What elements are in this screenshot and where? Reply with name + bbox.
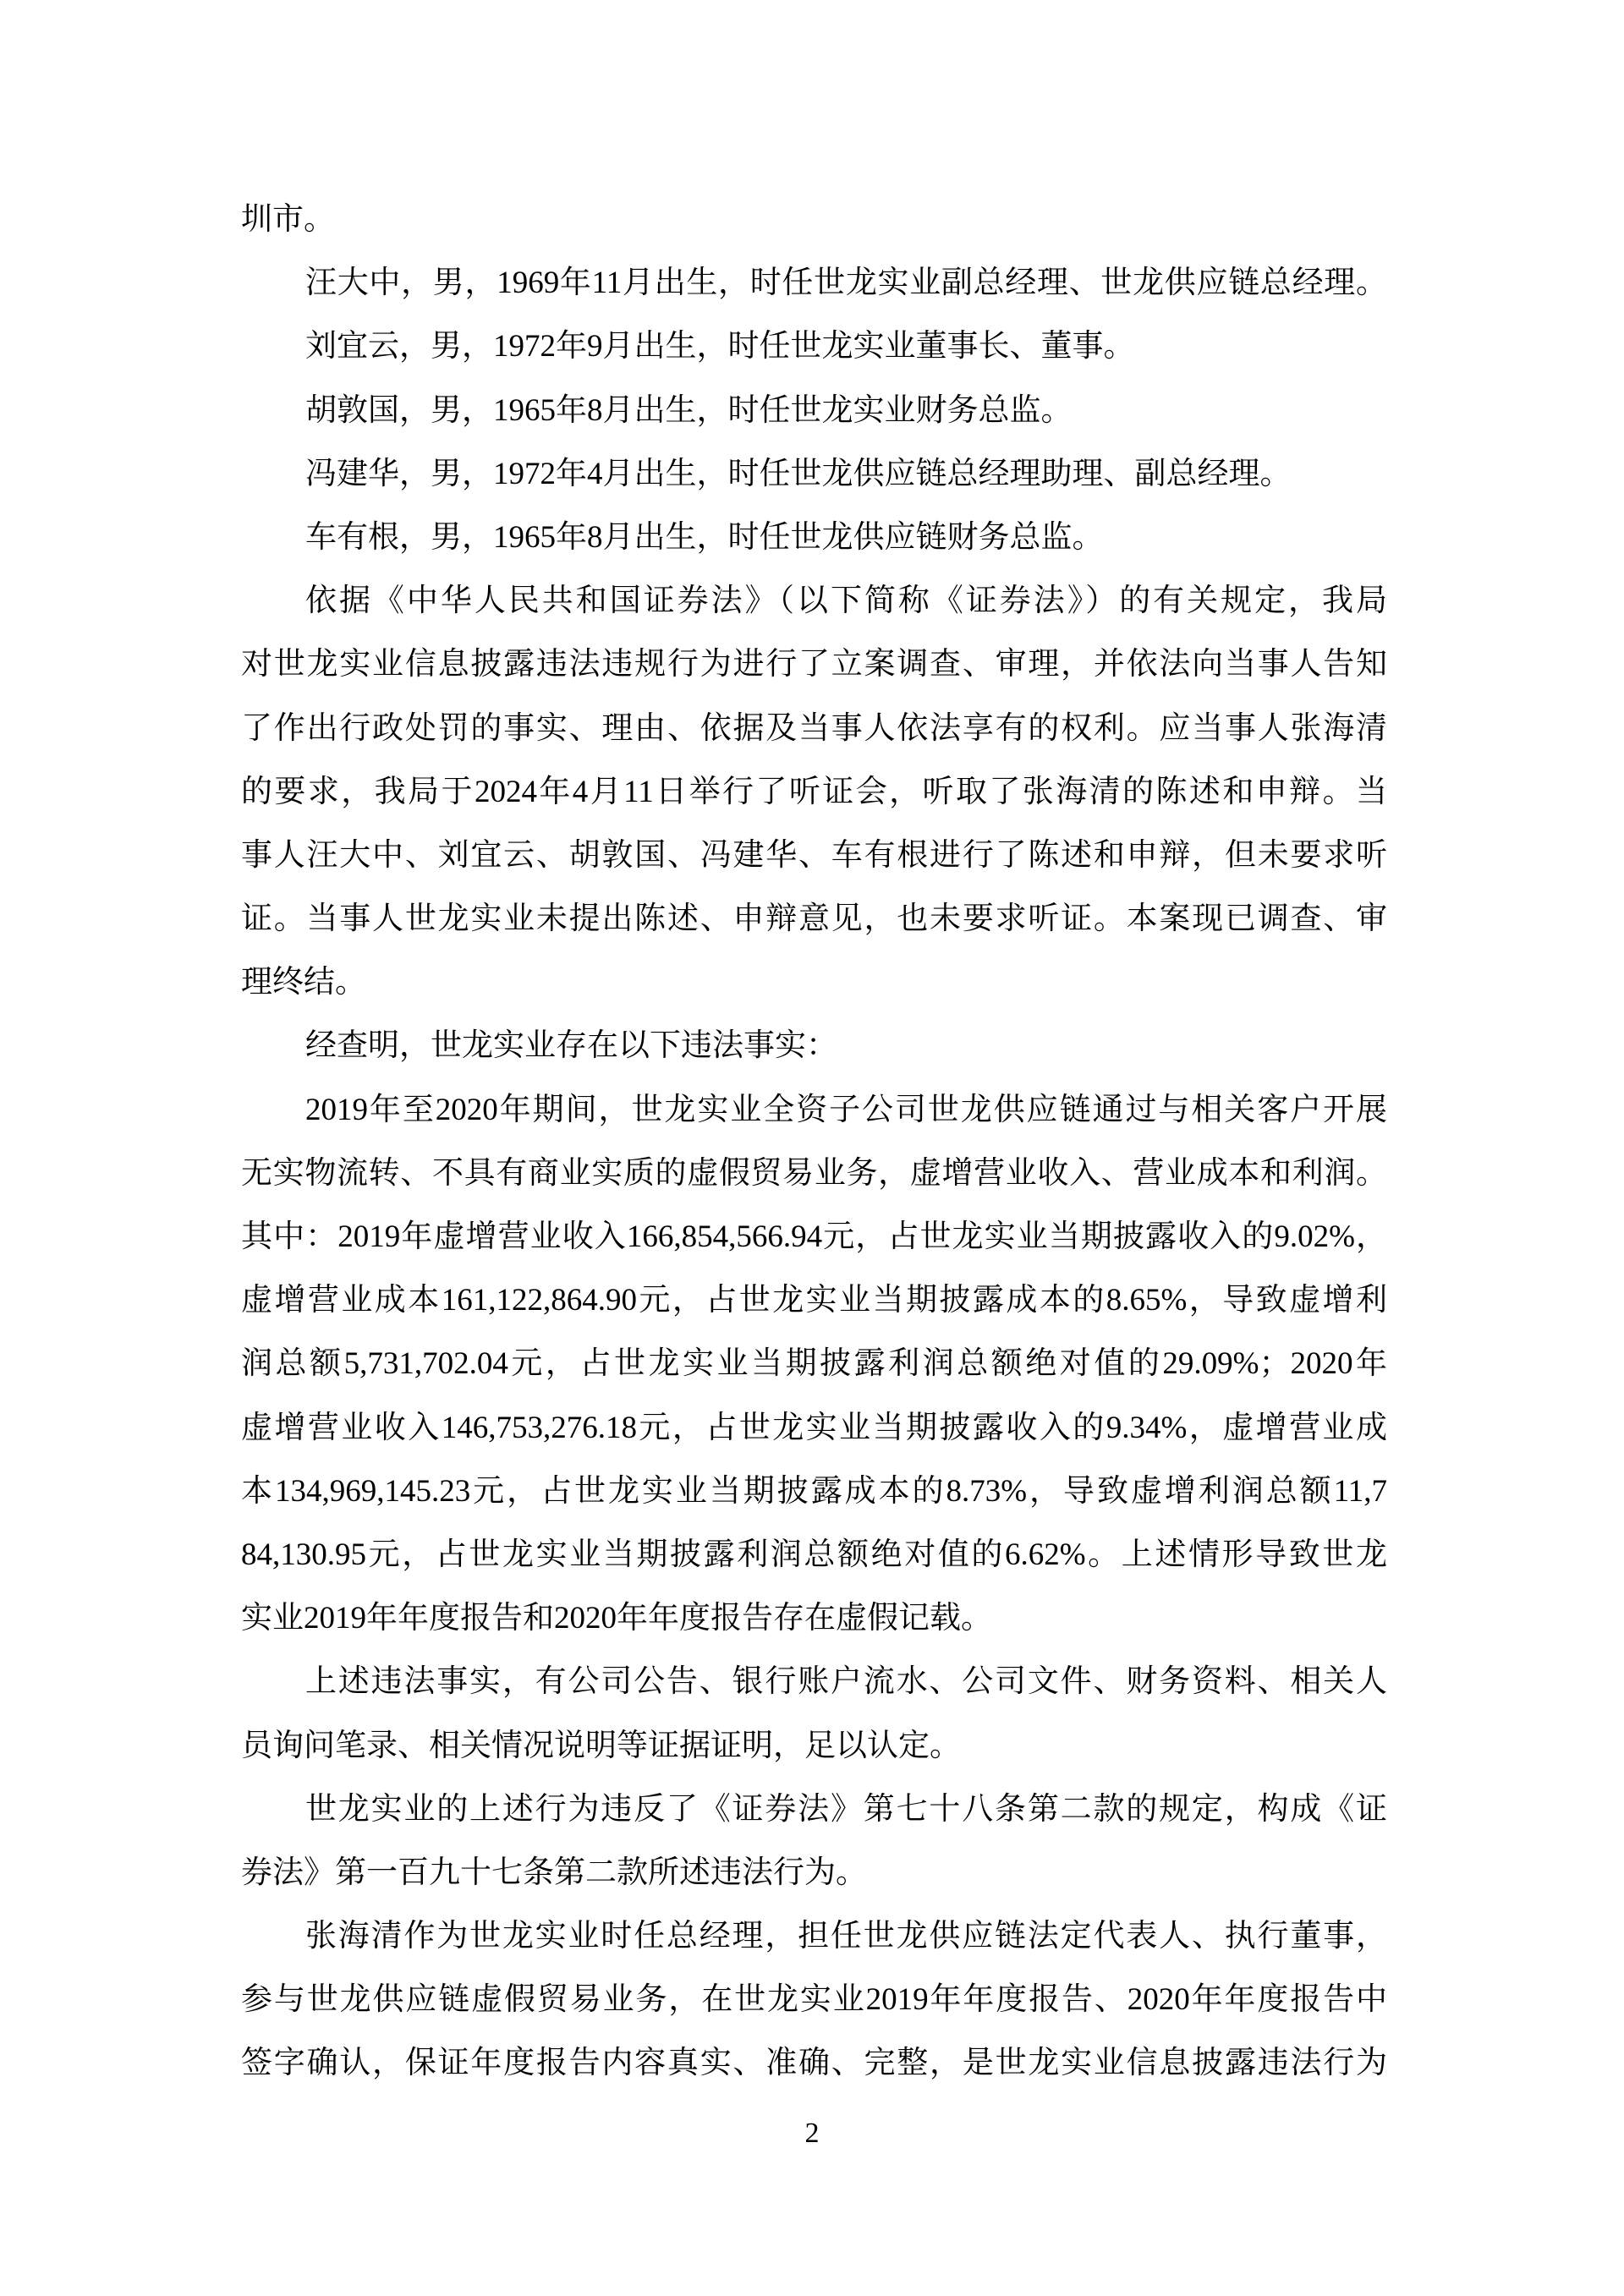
page-number: 2 bbox=[804, 2118, 820, 2149]
text-line: 的要求，我局于2024年4月11日举行了听证会，听取了张海清的陈述和申辩。当 bbox=[241, 774, 1387, 809]
text-line: 对世龙实业信息披露违法违规行为进行了立案调查、审理，并依法向当事人告知 bbox=[241, 647, 1387, 682]
text-line: 圳市。 bbox=[241, 202, 335, 237]
text-line: 证。当事人世龙实业未提出陈述、申辩意见，也未要求听证。本案现已调查、审 bbox=[241, 901, 1387, 937]
text-line: 无实物流转、不具有商业实质的虚假贸易业务，虚增营业收入、营业成本和利润。 bbox=[241, 1155, 1387, 1191]
text-line: 汪大中，男，1969年11月出生，时任世龙实业副总经理、世龙供应链总经理。 bbox=[305, 266, 1387, 301]
text-line: 依据《中华人民共和国证券法》（以下简称《证券法》）的有关规定，我局 bbox=[305, 584, 1387, 619]
text-line: 签字确认，保证年度报告内容真实、准确、完整，是世龙实业信息披露违法行为 bbox=[241, 2046, 1387, 2081]
text-line: 参与世龙供应链虚假贸易业务，在世龙实业2019年年度报告、2020年年度报告中 bbox=[241, 1982, 1387, 2018]
text-line: 2019年至2020年期间，世龙实业全资子公司世龙供应链通过与相关客户开展 bbox=[305, 1092, 1387, 1127]
text-line: 虚增营业收入146,753,276.18元，占世龙实业当期披露收入的9.34%，虚增营业成 bbox=[241, 1410, 1387, 1445]
text-line: 刘宜云，男，1972年9月出生，时任世龙实业董事长、董事。 bbox=[305, 329, 1135, 364]
text-line: 车有根，男，1965年8月出生，时任世龙供应链财务总监。 bbox=[305, 519, 1104, 555]
text-line: 员询问笔录、相关情况说明等证据证明，足以认定。 bbox=[241, 1728, 961, 1763]
text-line: 84,130.95元，占世龙实业当期披露利润总额绝对值的6.62%。上述情形导致世龙 bbox=[241, 1537, 1387, 1572]
document-body bbox=[241, 188, 1387, 2096]
text-line: 实业2019年年度报告和2020年年度报告存在虚假记载。 bbox=[241, 1601, 992, 1636]
text-line: 理终结。 bbox=[241, 965, 366, 1000]
text-line: 券法》第一百九十七条第二款所述违法行为。 bbox=[241, 1855, 867, 1890]
text-line: 其中：2019年虚增营业收入166,854,566.94元，占世龙实业当期披露收入的9.02%， bbox=[241, 1219, 1387, 1254]
text-line: 虚增营业成本161,122,864.90元，占世龙实业当期披露成本的8.65%，导致虚增利 bbox=[241, 1283, 1387, 1318]
text-line: 事人汪大中、刘宜云、胡敦国、冯建华、车有根进行了陈述和申辩，但未要求听 bbox=[241, 837, 1387, 873]
text-line: 胡敦国，男，1965年8月出生，时任世龙实业财务总监。 bbox=[305, 392, 1073, 428]
text-line: 张海清作为世龙实业时任总经理，担任世龙供应链法定代表人、执行董事， bbox=[305, 1919, 1387, 1954]
text-line: 经查明，世龙实业存在以下违法事实： bbox=[305, 1028, 837, 1064]
text-line: 本134,969,145.23元，占世龙实业当期披露成本的8.73%，导致虚增利润总额11,7 bbox=[241, 1473, 1387, 1509]
text-line: 了作出行政处罚的事实、理由、依据及当事人依法享有的权利。应当事人张海清 bbox=[241, 710, 1387, 746]
text-line: 润总额5,731,702.04元，占世龙实业当期披露利润总额绝对值的29.09%；2020年 bbox=[241, 1346, 1387, 1382]
text-line: 冯建华，男，1972年4月出生，时任世龙供应链总经理助理、副总经理。 bbox=[305, 456, 1292, 491]
text-line: 上述违法事实，有公司公告、银行账户流水、公司文件、财务资料、相关人 bbox=[305, 1664, 1387, 1700]
text-line: 世龙实业的上述行为违反了《证券法》第七十八条第二款的规定，构成《证 bbox=[305, 1791, 1387, 1827]
